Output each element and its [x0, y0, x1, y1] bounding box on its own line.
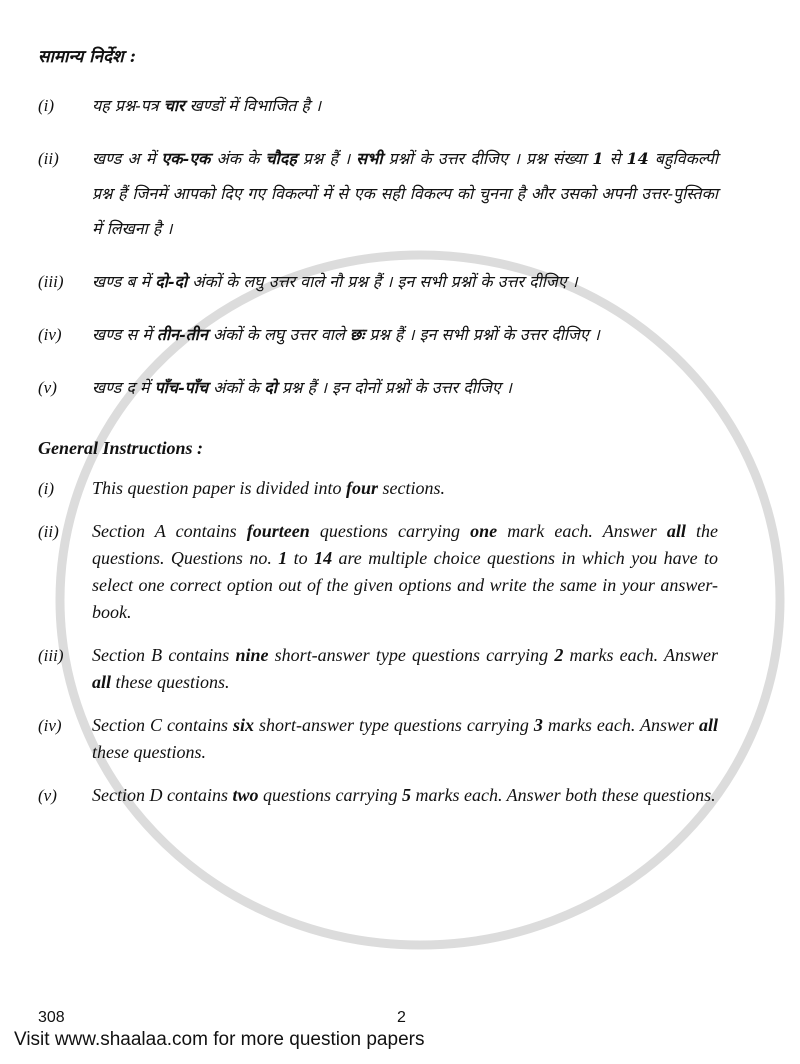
hindi-instruction-item	[38, 88, 718, 123]
item-label: (iii)	[38, 646, 64, 665]
text-segment: खण्ड द में	[92, 378, 155, 397]
text-segment: questions carrying	[258, 785, 402, 805]
english-instruction-item	[38, 642, 718, 696]
text-segment: marks each. Answer	[563, 645, 718, 665]
hindi-instruction-item	[38, 141, 718, 246]
text-segment: अंकों के लघु उत्तर वाले	[207, 325, 350, 344]
page-number: 2	[397, 1009, 406, 1026]
text-segment: बहुविकल्पी प्रश्न हैं जिनमें आपको दिए गए विकल्पों में से एक सही विकल्प को चुनना है और उसको अपनी उत्तर-पुस्तिका में लिखना है ।	[92, 149, 718, 238]
text-segment: से	[603, 149, 627, 168]
text-segment: these questions.	[111, 672, 230, 692]
item-label: (iv)	[38, 716, 62, 735]
item-text	[92, 264, 718, 299]
english-heading: General Instructions :	[38, 438, 204, 458]
emphasized-text: सभी	[356, 149, 383, 168]
item-text	[92, 141, 718, 246]
text-segment: sections.	[378, 478, 446, 498]
emphasized-text: दो-दो	[155, 272, 188, 291]
footer-meta	[0, 1008, 800, 1028]
emphasized-text: चार	[163, 96, 185, 115]
text-segment: the questions. Questions no.	[92, 521, 718, 568]
text-segment: अंक के	[210, 149, 266, 168]
hindi-instruction-item	[38, 264, 718, 299]
hindi-heading: सामान्य निर्देश :	[38, 47, 136, 67]
emphasized-text: 1	[592, 149, 604, 168]
text-segment: these questions.	[92, 742, 206, 762]
emphasized-text: पाँच-पाँच	[154, 378, 209, 397]
english-instruction-item	[38, 712, 718, 766]
english-instruction-item	[38, 518, 718, 626]
text-segment: प्रश्न हैं ।	[296, 149, 357, 168]
text-segment: Section D contains	[92, 785, 233, 805]
item-label: (i)	[38, 96, 55, 115]
emphasized-text: 14	[626, 149, 649, 168]
emphasized-text: all	[699, 715, 719, 735]
hindi-instruction-item	[38, 317, 718, 352]
text-segment: This question paper is divided into	[92, 478, 346, 498]
text-segment: यह प्रश्न-पत्र	[92, 96, 164, 115]
emphasized-text: 5	[402, 785, 411, 805]
text-segment: प्रश्न हैं । इन दोनों प्रश्नों के उत्तर दीजिए ।	[276, 378, 512, 397]
item-label: (ii)	[38, 149, 59, 168]
text-segment: प्रश्नों के उत्तर दीजिए । प्रश्न संख्या	[382, 149, 593, 168]
text-segment: खण्ड ब में	[92, 272, 156, 291]
emphasized-text: 1	[278, 548, 288, 568]
text-segment: marks each. Answer	[542, 715, 699, 735]
emphasized-text: छः	[349, 325, 365, 344]
english-instruction-item	[38, 475, 718, 502]
text-segment: marks each. Answer both these questions.	[411, 785, 716, 805]
emphasized-text: two	[232, 785, 259, 805]
item-text	[92, 712, 718, 766]
emphasized-text: तीन-तीन	[156, 325, 208, 344]
item-label: (ii)	[38, 522, 59, 541]
emphasized-text: nine	[235, 645, 269, 665]
item-text	[92, 642, 718, 696]
hindi-instruction-item	[38, 370, 718, 405]
item-label: (v)	[38, 378, 57, 397]
text-segment: प्रश्न हैं । इन सभी प्रश्नों के उत्तर दीजिए ।	[364, 325, 600, 344]
item-text	[92, 88, 718, 123]
english-instructions	[38, 475, 718, 809]
english-instruction-item	[38, 782, 718, 809]
emphasized-text: 2	[554, 645, 564, 665]
text-segment: questions carrying	[309, 521, 471, 541]
emphasized-text: six	[232, 715, 254, 735]
emphasized-text: fourteen	[246, 521, 310, 541]
text-segment: short-answer type questions carrying	[253, 715, 534, 735]
text-segment: to	[287, 548, 315, 568]
text-segment: are multiple choice questions in which you have to select one correct option out of the given options and write the same in your answer-book.	[92, 548, 718, 622]
paper-code: 308	[38, 1009, 65, 1026]
item-text	[92, 475, 718, 502]
item-text	[92, 782, 718, 809]
text-segment: अंकों के	[208, 378, 265, 397]
emphasized-text: all	[92, 672, 112, 692]
text-segment: short-answer type questions carrying	[268, 645, 555, 665]
item-label: (i)	[38, 479, 55, 498]
emphasized-text: एक-एक	[161, 149, 211, 168]
text-segment: खण्ड अ में	[92, 149, 162, 168]
item-label: (v)	[38, 786, 57, 805]
text-segment: Section B contains	[92, 645, 236, 665]
text-segment: Section C contains	[92, 715, 233, 735]
visit-link[interactable]: Visit www.shaalaa.com for more question papers	[14, 1029, 425, 1050]
item-text	[92, 518, 718, 626]
text-segment: अंकों के लघु उत्तर वाले नौ प्रश्न हैं । इन सभी प्रश्नों के उत्तर दीजिए ।	[187, 272, 578, 291]
emphasized-text: all	[666, 521, 686, 541]
emphasized-text: four	[346, 478, 379, 498]
emphasized-text: दो	[264, 378, 277, 397]
text-segment: mark each. Answer	[497, 521, 667, 541]
text-segment: खण्डों में विभाजित है ।	[184, 96, 322, 115]
item-text	[92, 317, 718, 352]
emphasized-text: 14	[314, 548, 333, 568]
text-segment: Section A contains	[92, 521, 247, 541]
hindi-instructions	[38, 88, 718, 405]
item-label: (iv)	[38, 325, 62, 344]
emphasized-text: चौदह	[265, 149, 297, 168]
page-footer	[0, 988, 800, 1060]
text-segment: खण्ड स में	[92, 325, 157, 344]
item-label: (iii)	[38, 272, 64, 291]
item-text	[92, 370, 718, 405]
emphasized-text: one	[470, 521, 498, 541]
emphasized-text: 3	[533, 715, 543, 735]
